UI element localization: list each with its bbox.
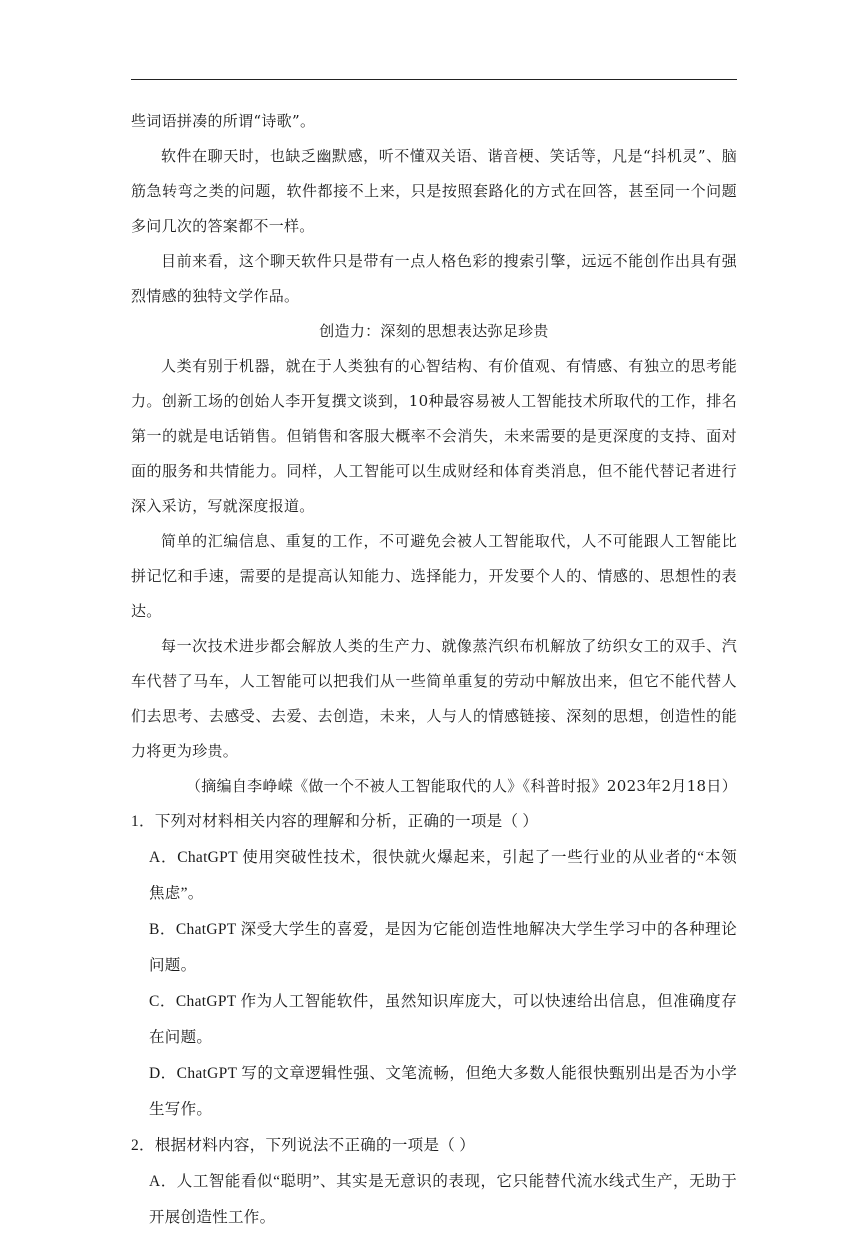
question-option: A．人工智能看似“聪明”、其实是无意识的表现，它只能替代流水线式生产，无助于开展创造性工作。 <box>149 1173 737 1226</box>
question-option: A．ChatGPT 使用突破性技术，很快就火爆起来，引起了一些行业的从业者的“本领焦虑”。 <box>149 849 737 902</box>
page-content <box>131 104 737 1236</box>
article-paragraph: 些词语拼凑的所谓“诗歌”。 <box>131 112 316 130</box>
question-option: D．ChatGPT 写的文章逻辑性强、文笔流畅，但绝大多数人能很快甄别出是否为小学生写作。 <box>149 1065 737 1118</box>
section-heading: 创造力：深刻的思想表达弥足珍贵 <box>319 322 549 340</box>
source-citation: （摘编自李峥嵘《做一个不被人工智能取代的人》《科普时报》2023年2月18日） <box>185 777 737 795</box>
question-option: B．ChatGPT 深受大学生的喜爱，是因为它能创造性地解决大学生学习中的各种理论问题。 <box>149 921 737 974</box>
article-paragraph: 每一次技术进步都会解放人类的生产力、就像蒸汽织布机解放了纺织女工的双手、汽车代替了马车，人工智能可以把我们从一些简单重复的劳动中解放出来，但它不能代替人们去思考、去感受、去爱、去创造，未来，人与人的情感链接、深刻的思想，创造性的能力将更为珍贵。 <box>131 637 737 760</box>
header-rule <box>131 79 737 80</box>
article-paragraph: 目前来看，这个聊天软件只是带有一点人格色彩的搜索引擎，远远不能创作出具有强烈情感的独特文学作品。 <box>131 252 737 305</box>
question-option: C．ChatGPT 作为人工智能软件，虽然知识库庞大，可以快速给出信息，但准确度存在问题。 <box>149 993 737 1046</box>
article-paragraph: 软件在聊天时，也缺乏幽默感，听不懂双关语、谐音梗、笑话等，凡是“抖机灵”、脑筋急转弯之类的问题，软件都接不上来，只是按照套路化的方式在回答，甚至同一个问题多问几次的答案都不一样。 <box>131 147 737 235</box>
article-paragraph: 人类有别于机器，就在于人类独有的心智结构、有价值观、有情感、有独立的思考能力。创新工场的创始人李开复撰文谈到，10种最容易被人工智能技术所取代的工作，排名第一的就是电话销售。但销售和客服大概率不会消失，未来需要的是更深度的支持、面对面的服务和共情能力。同样，人工智能可以生成财经和体育类消息，但不能代替记者进行深入采访，写就深度报道。 <box>131 357 737 515</box>
question-stem: 1．下列对材料相关内容的理解和分析，正确的一项是（ ） <box>131 813 539 830</box>
question-stem: 2．根据材料内容，下列说法不正确的一项是（ ） <box>131 1137 476 1154</box>
article-paragraph: 简单的汇编信息、重复的工作，不可避免会被人工智能取代，人不可能跟人工智能比拼记忆和手速，需要的是提高认知能力、选择能力，开发要个人的、情感的、思想性的表达。 <box>131 532 737 620</box>
